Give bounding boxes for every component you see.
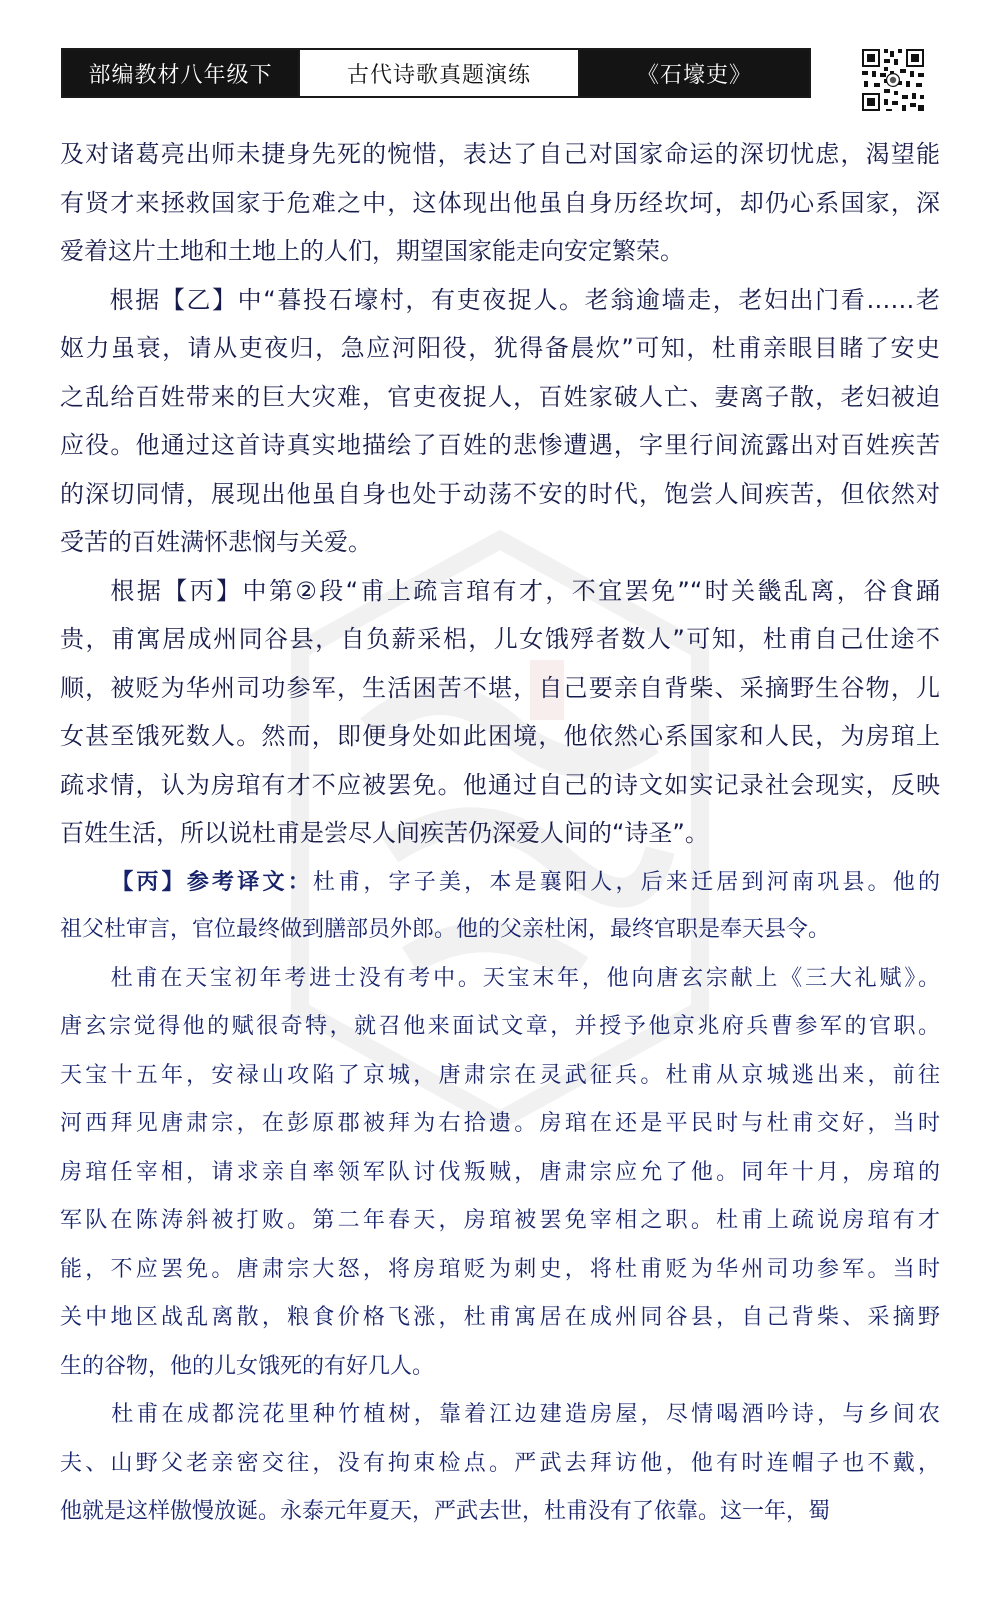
line-text: 妪力虽衰，请从吏夜归，急应河阳役，犹得备晨炊”可知，杜甫亲眼目睹了安史 xyxy=(60,334,940,362)
text-line xyxy=(60,615,940,664)
line-text: 河西拜见唐肃宗，在彭原郡被拜为右拾遗。房琯在还是平民时与杜甫交好，当时 xyxy=(60,1111,940,1136)
line-text: 生的谷物，他的儿女饿死的有好几人。 xyxy=(60,1353,435,1379)
line-text: 他就是这样傲慢放诞。永泰元年夏天，严武去世，杜甫没有了依靠。这一年，蜀 xyxy=(60,1499,831,1524)
qr-code-icon xyxy=(860,47,926,113)
text-line xyxy=(60,1294,940,1343)
line-text: 房琯任宰相，请求亲自率领军队讨伐叛贼，唐肃宗应允了他。同年十月，房琯的 xyxy=(60,1159,940,1185)
text-line xyxy=(60,1100,940,1149)
text-line xyxy=(60,955,940,1004)
text-line xyxy=(60,227,940,276)
text-line xyxy=(60,324,940,373)
text-line xyxy=(60,809,940,858)
text-line xyxy=(60,1440,940,1489)
line-text: 爱着这片土地和土地上的人们，期望国家能走向安定繁荣。 xyxy=(60,237,684,265)
line-text: 根据【乙】中“暮投石壕村，有吏夜捉人。老翁逾墙走，老妇出门看……老 xyxy=(108,285,940,314)
text-line xyxy=(60,373,940,422)
line-text: 女甚至饿死数人。然而，即便身处如此困境，他依然心系国家和人民，为房琯上 xyxy=(60,722,940,750)
document-body xyxy=(60,130,940,1537)
text-line xyxy=(60,1052,940,1101)
text-line xyxy=(60,518,940,567)
text-line xyxy=(60,1003,940,1052)
line-text: 顺，被贬为华州司功参军，生活困苦不堪，自己要亲自背柴、采摘野生谷物，儿 xyxy=(60,673,940,702)
section-label: 【丙】参考译文： xyxy=(108,868,313,895)
paragraph xyxy=(60,1391,940,1537)
text-line xyxy=(60,1197,940,1246)
text-line xyxy=(60,1488,940,1537)
text-line xyxy=(60,130,940,179)
line-text: 夫、山野父老亲密交往，没有拘束检点。严武去拜访他，他有时连帽子也不戴， xyxy=(60,1450,940,1476)
text-line xyxy=(60,567,940,616)
text-line xyxy=(60,761,940,810)
text-line xyxy=(60,664,940,713)
header-bar xyxy=(61,48,811,98)
line-text: 杜甫在成都浣花里种竹植树，靠着江边建造房屋，尽情喝酒吟诗，与乡间农 xyxy=(108,1402,940,1427)
text-line xyxy=(60,906,940,955)
line-text: 祖父杜审言，官位最终做到膳部员外郎。他的父亲杜闲，最终官职是奉天县令。 xyxy=(60,917,831,942)
paragraph xyxy=(60,858,940,955)
header-section-title: 古代诗歌真题演练 xyxy=(298,50,580,96)
line-text: 根据【丙】中第②段“甫上疏言琯有才，不宜罢免”“时关畿乱离，谷食踊 xyxy=(108,576,940,605)
line-text: 的深切同情，展现出他虽自身也处于动荡不安的时代，饱尝人间疾苦，但依然对 xyxy=(60,479,940,508)
text-line xyxy=(60,421,940,470)
line-text: 杜甫，字子美，本是襄阳人，后来迁居到河南巩县。他的 xyxy=(312,869,940,895)
line-text: 能，不应罢免。唐肃宗大怒，将房琯贬为刺史，将杜甫贬为华州司功参军。当时 xyxy=(60,1256,940,1282)
header-grade-label: 部编教材八年级下 xyxy=(63,50,298,96)
text-line xyxy=(60,470,940,519)
text-line xyxy=(60,1149,940,1198)
line-text: 军队在陈涛斜被打败。第二年春天，房琯被罢免宰相之职。杜甫上疏说房琯有才 xyxy=(60,1208,940,1233)
line-text: 关中地区战乱离散，粮食价格飞涨，杜甫寓居在成州同谷县，自己背柴、采摘野 xyxy=(60,1305,940,1330)
paragraph xyxy=(60,955,940,1392)
line-text: 有贤才来拯救国家于危难之中，这体现出他虽自身历经坎坷，却仍心系国家，深 xyxy=(60,188,940,217)
line-text: 疏求情，认为房琯有才不应被罢免。他通过自己的诗文如实记录社会现实，反映 xyxy=(60,770,940,799)
line-text: 杜甫在天宝初年考进士没有考中。天宝末年，他向唐玄宗献上《三大礼赋》。 xyxy=(108,965,940,991)
line-text: 唐玄宗觉得他的赋很奇特，就召他来面试文章，并授予他京兆府兵曹参军的官职。 xyxy=(60,1014,940,1039)
paragraph xyxy=(60,276,940,567)
line-text: 贵，甫寓居成州同谷县，自负薪采梠，儿女饿殍者数人”可知，杜甫自己仕途不 xyxy=(60,625,940,653)
line-text: 之乱给百姓带来的巨大灾难，官吏夜捉人，百姓家破人亡、妻离子散，老妇被迫 xyxy=(60,382,940,411)
text-line xyxy=(60,276,940,325)
line-text: 天宝十五年，安禄山攻陷了京城，唐肃宗在灵武征兵。杜甫从京城逃出来，前往 xyxy=(60,1062,940,1088)
paragraph xyxy=(60,130,940,276)
text-line xyxy=(60,179,940,228)
header-poem-title: 《石壕吏》 xyxy=(580,50,809,96)
text-line xyxy=(60,1343,940,1392)
text-line xyxy=(60,1391,940,1440)
text-line xyxy=(60,1246,940,1295)
line-text: 受苦的百姓满怀悲悯与关爱。 xyxy=(60,528,372,556)
line-text: 及对诸葛亮出师未捷身先死的惋惜，表达了自己对国家命运的深切忧虑，渴望能 xyxy=(60,140,940,168)
line-text: 百姓生活，所以说杜甫是尝尽人间疾苦仍深爱人间的“诗圣”。 xyxy=(60,819,709,847)
paragraph xyxy=(60,567,940,858)
line-text: 应役。他通过这首诗真实地描绘了百姓的悲惨遭遇，字里行间流露出对百姓疾苦 xyxy=(60,431,940,459)
text-line xyxy=(60,712,940,761)
text-line xyxy=(60,858,940,907)
